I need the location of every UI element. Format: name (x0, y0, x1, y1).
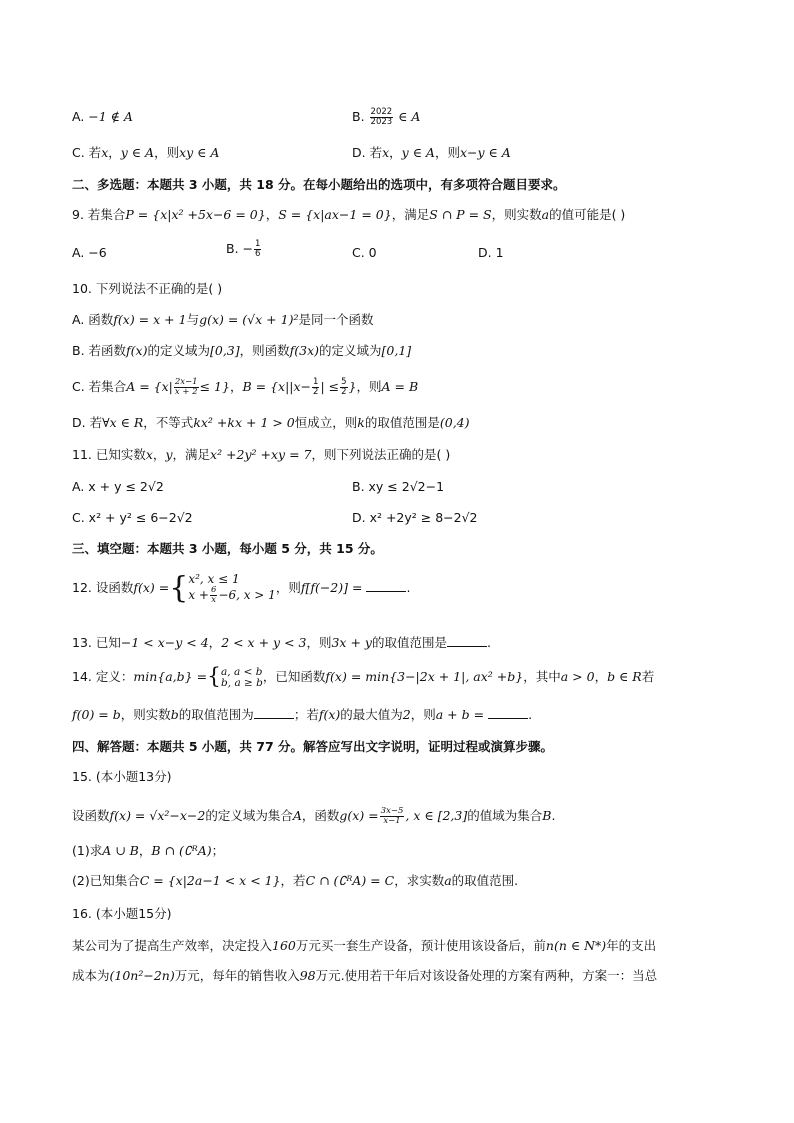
math: f(x) = √x²−x−2 (109, 808, 206, 823)
text: 的取值范围. (451, 873, 519, 888)
math: y (165, 447, 173, 462)
q9-option-d: D. 1 (478, 245, 504, 260)
text: ，则实数 (120, 707, 171, 722)
math: n(n ∈ N*) (545, 938, 607, 953)
math: A = B (381, 379, 419, 394)
math: , x ∈ [2,3] (405, 808, 468, 823)
math: S = {x|ax−1 = 0} (278, 207, 392, 222)
text: ， (389, 145, 402, 160)
fraction (210, 586, 217, 605)
text: (2)已知集合 (72, 873, 140, 888)
section-heading-fill-blank: 三、填空题：本题共 3 小题，每小题 5 分，共 15 分。 (72, 541, 383, 556)
text: ，满足 (391, 207, 430, 222)
fraction-denominator: x + 2 (174, 387, 198, 397)
q13-stem (72, 634, 491, 652)
math: A ∪ B (102, 843, 139, 858)
math: 98 (299, 968, 316, 983)
fraction-denominator: 2 (313, 387, 319, 397)
text: ，函数 (301, 808, 340, 823)
text: 的取值范围为 (178, 707, 254, 722)
text: 万元买一套生产设备，预计使用该设备后，前 (295, 938, 546, 953)
answer-blank[interactable] (447, 634, 487, 647)
q9-stem (72, 206, 625, 224)
option-label: B. (352, 109, 369, 124)
math: 2 (402, 707, 411, 722)
math: B = {x||x− (242, 379, 312, 394)
math: f(x) = min{3−|2x + 1|, ax² +b} (325, 669, 524, 684)
text: 设函数 (72, 808, 110, 823)
text: ，其中 (523, 669, 561, 684)
text: ，则 (434, 145, 460, 160)
text: 年的支出 (606, 938, 657, 953)
math: C = {x|2a−1 < x < 1} (139, 873, 281, 888)
math: f(0) = b (72, 707, 121, 722)
math: x−y ∈ A (459, 145, 511, 160)
option-math: −1 ∉ A (88, 109, 133, 124)
math: min{a,b} = (133, 669, 208, 684)
text: ， (229, 379, 243, 394)
option-label: D. 若 (72, 415, 103, 430)
text: . (406, 580, 411, 595)
q16-line2 (72, 967, 657, 985)
q11-option-b: B. xy ≤ 2√2−1 (352, 479, 445, 494)
math: b (170, 707, 179, 722)
section-heading-multi-choice: 二、多选题：本题共 3 小题，共 18 分。在每小题给出的选项中，有多项符合题目要求。 (72, 177, 566, 192)
math: ≤ 1} (199, 379, 230, 394)
q11-option-d: D. x² +2y² ≥ 8−2√2 (352, 510, 478, 525)
fraction-denominator: 2023 (370, 117, 393, 127)
fraction-denominator: x−1 (383, 816, 401, 826)
fraction-numerator: 5 (341, 377, 347, 387)
math: B (542, 808, 552, 823)
text: 恒成立，则 (294, 415, 358, 430)
text: 的定义域为集合 (205, 808, 293, 823)
text: ，已知函数 (262, 669, 326, 684)
left-brace: { (207, 664, 222, 690)
q8-option-a (72, 108, 133, 126)
text: ， (152, 447, 166, 462)
option-math: ∈ A (398, 109, 421, 124)
math: [0,3] (209, 343, 240, 358)
text: 是同一个函数 (298, 312, 374, 327)
text: . (528, 707, 533, 722)
q11-option-c: C. x² + y² ≤ 6−2√2 (72, 510, 193, 525)
math: f(x) = x + 1 (113, 312, 187, 327)
q11-option-a: A. x + y ≤ 2√2 (72, 479, 164, 494)
fraction-numerator: 1 (313, 377, 319, 387)
math: [0,1] (381, 343, 412, 358)
case-2 (188, 586, 275, 605)
math: } (348, 379, 357, 394)
math: A = {x| (126, 379, 173, 394)
text: 成本为 (72, 968, 110, 983)
fraction-denominator: 6 (255, 249, 261, 259)
option-label: A. (72, 109, 89, 124)
fraction-numerator: 3x−5 (380, 806, 404, 816)
math: 2 < x + y < 3 (221, 635, 307, 650)
text: ； (211, 843, 225, 858)
math: kx² +kx + 1 > 0 (193, 415, 295, 430)
q8-option-d (352, 144, 511, 162)
case-1: a, a < b (221, 665, 263, 678)
text: ， (138, 843, 152, 858)
q16-line1 (72, 937, 656, 955)
fraction (370, 108, 394, 127)
text: 若 (641, 669, 655, 684)
math: y ∈ A (401, 145, 435, 160)
text: (1)求 (72, 843, 103, 858)
q9-option-c: C. 0 (352, 245, 377, 260)
math: g(x) = (339, 808, 379, 823)
math: a (541, 207, 550, 222)
answer-blank[interactable] (488, 706, 528, 719)
text: ，则下列说法正确的是( ) (311, 447, 451, 462)
fraction-denominator: 2 (341, 387, 347, 397)
math: B ∩ (∁ᴿA) (151, 843, 212, 858)
text: 9. 若集合 (72, 207, 126, 222)
fraction-numerator: 1 (255, 239, 261, 249)
text: 的取值范围是 (371, 635, 447, 650)
math: 160 (272, 938, 296, 953)
text: 的值域为集合 (467, 808, 543, 823)
fraction-numerator: 6 (210, 585, 217, 595)
math: x (382, 145, 390, 160)
option-label: C. 若集合 (72, 379, 127, 394)
piecewise-cases (221, 667, 263, 689)
text: 14. 定义： (72, 669, 134, 684)
option-label: B. − (226, 241, 253, 256)
math: g(x) = (√x + 1)² (199, 312, 299, 327)
text: ，则 (356, 379, 382, 394)
q8-option-b (352, 108, 420, 127)
math: f(x) (318, 707, 341, 722)
math: b ∈ R (607, 669, 642, 684)
q8-option-c (72, 144, 219, 162)
math: −6, x > 1 (218, 588, 276, 602)
fraction (174, 378, 199, 397)
fraction-numerator: 2x−1 (174, 377, 198, 387)
q15-line3 (72, 872, 518, 890)
section-heading-solution: 四、解答题：本题共 5 小题，共 77 分。解答应写出文字说明，证明过程或演算步骤。 (72, 739, 554, 754)
text: 的最大值为 (340, 707, 403, 722)
math: xy ∈ A (179, 145, 220, 160)
q10-option-a (72, 311, 373, 329)
text: ， (208, 635, 222, 650)
math: x (145, 447, 153, 462)
math: C ∩ (∁ᴿA) = C (305, 873, 395, 888)
text: ；若 (293, 707, 319, 722)
q9-option-b (226, 240, 262, 259)
piecewise-cases (188, 572, 275, 605)
fraction (340, 378, 347, 397)
q15-line1 (72, 804, 555, 828)
q14-stem-line1 (72, 664, 654, 690)
math: f[f(−2)] = (300, 580, 363, 595)
q16-header: 16. (本小题15分) (72, 906, 172, 921)
q11-stem (72, 446, 450, 464)
text: ，满足 (172, 447, 211, 462)
text: ，则 (154, 145, 180, 160)
text: ，则 (306, 635, 332, 650)
math: f(3x) (289, 343, 320, 358)
case-1: x², x ≤ 1 (188, 572, 240, 586)
text: 某公司为了提高生产效率，决定投入 (72, 938, 273, 953)
option-label: A. 函数 (72, 312, 114, 327)
answer-blank[interactable] (366, 579, 406, 592)
text: ， (108, 145, 121, 160)
math: (10n²−2n) (109, 968, 175, 983)
left-brace: { (169, 570, 189, 606)
math: ∀x ∈ R (102, 415, 144, 430)
text: 的定义域为 (147, 343, 210, 358)
text: . (551, 808, 556, 823)
fraction-numerator: 2022 (370, 107, 393, 117)
q15-line2 (72, 842, 224, 860)
q10-option-d (72, 414, 470, 432)
text: 万元.使用若干年后对该设备处理的方案有两种，方案一：当总 (315, 968, 658, 983)
math: k (357, 415, 365, 430)
math: a > 0 (560, 669, 595, 684)
math: f(x) (126, 343, 148, 358)
text: 的值可能是( ) (549, 207, 626, 222)
q12-stem (72, 572, 410, 605)
q9-option-a: A. −6 (72, 245, 107, 260)
fraction-denominator: x (211, 595, 217, 605)
text: 与 (186, 312, 200, 327)
text: ， (594, 669, 608, 684)
text: 13. 已知 (72, 635, 121, 650)
math: y ∈ A (120, 145, 155, 160)
option-label: D. 若 (352, 145, 383, 160)
text: ，则函数 (239, 343, 290, 358)
text: 11. 已知实数 (72, 447, 146, 462)
q10-option-c (72, 378, 418, 397)
text: ，则 (410, 707, 436, 722)
text: 的定义域为 (319, 343, 382, 358)
text: ，求实数 (394, 873, 445, 888)
math: x² +2y² +xy = 7 (210, 447, 312, 462)
fraction (380, 807, 405, 826)
answer-blank[interactable] (254, 706, 294, 719)
math: f(x) = (133, 580, 170, 595)
math: a + b = (435, 707, 485, 722)
option-label: C. 若 (72, 145, 102, 160)
math: 3x + y (331, 635, 372, 650)
math: x (101, 145, 109, 160)
math: A (292, 808, 302, 823)
fraction (312, 378, 319, 397)
math: a (444, 873, 452, 888)
math: (0,4) (439, 415, 470, 430)
text: ，则实数 (491, 207, 542, 222)
math: −1 < x−y < 4 (120, 635, 209, 650)
fraction (254, 240, 261, 259)
case-2: b, a ≥ b (221, 676, 263, 689)
q10-option-b (72, 342, 411, 360)
text: ，则 (275, 580, 301, 595)
text: ， (265, 207, 279, 222)
option-label: B. 若函数 (72, 343, 127, 358)
text: ，若 (280, 873, 306, 888)
text: 万元，每年的销售收入 (174, 968, 300, 983)
text: . (487, 635, 491, 650)
math: S ∩ P = S (429, 207, 492, 222)
text: ，不等式 (143, 415, 194, 430)
q10-stem: 10. 下列说法不正确的是( ) (72, 281, 223, 296)
text: 12. 设函数 (72, 580, 134, 595)
q14-stem-line2 (72, 706, 532, 724)
math: P = {x|x² +5x−6 = 0} (125, 207, 266, 222)
q15-header: 15. (本小题13分) (72, 769, 172, 784)
text: 的取值范围是 (364, 415, 440, 430)
math: x + (188, 588, 209, 602)
math: | ≤ (320, 379, 340, 394)
